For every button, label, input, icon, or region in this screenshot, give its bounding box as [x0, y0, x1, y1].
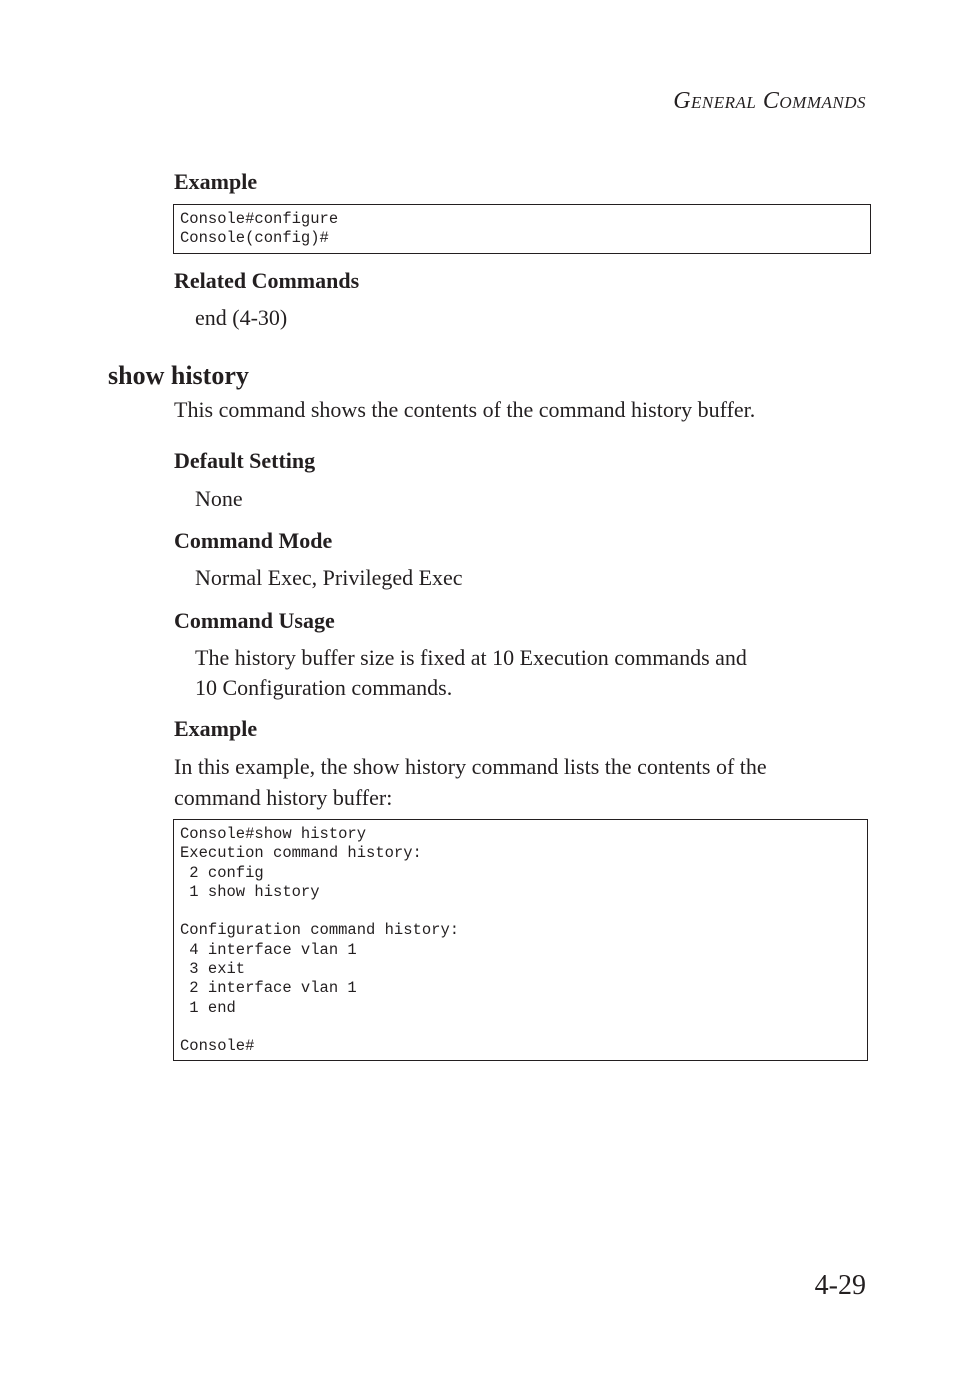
intro-line: command history buffer:	[174, 785, 393, 810]
command-usage-heading: Command Usage	[174, 608, 335, 633]
code-line: 4 interface vlan 1	[180, 940, 357, 959]
code-line	[180, 1018, 861, 1037]
code-line: Console#configure	[180, 210, 339, 228]
usage-line: 10 Configuration commands.	[195, 675, 453, 700]
code-line	[180, 902, 861, 921]
command-usage-text	[195, 643, 835, 703]
example-heading: Example	[174, 169, 258, 194]
default-setting-heading: Default Setting	[174, 448, 316, 473]
related-commands-heading: Related Commands	[174, 268, 360, 293]
example-heading: Example	[174, 716, 258, 741]
intro-line: In this example, the show history command lists the contents of the	[174, 754, 767, 779]
page-number: 4-29	[814, 1270, 866, 1301]
code-line: Console#show history	[180, 825, 367, 843]
command-mode-text: Normal Exec, Privileged Exec	[195, 565, 463, 590]
default-setting-text: None	[195, 486, 243, 511]
code-line: Execution command history:	[180, 844, 422, 863]
command-mode-heading: Command Mode	[174, 528, 333, 553]
code-line: 1 show history	[180, 882, 320, 901]
running-header: General Commands	[673, 88, 866, 114]
usage-line: The history buffer size is fixed at 10 Execution commands and	[195, 645, 747, 670]
code-line: 1 end	[180, 998, 236, 1017]
related-commands-text: end (4-30)	[195, 305, 288, 330]
code-line: 2 config	[180, 863, 264, 882]
command-title: show history	[108, 361, 249, 390]
example-intro	[174, 751, 854, 813]
code-line: Configuration command history:	[180, 921, 460, 940]
command-description: This command shows the contents of the command history buffer.	[174, 397, 756, 422]
code-line: 2 interface vlan 1	[180, 979, 357, 998]
code-block-show-history	[173, 819, 868, 1061]
code-line: Console#	[180, 1037, 255, 1056]
code-block-configure	[173, 204, 871, 254]
code-line: Console(config)#	[180, 229, 329, 248]
code-line: 3 exit	[180, 960, 246, 979]
